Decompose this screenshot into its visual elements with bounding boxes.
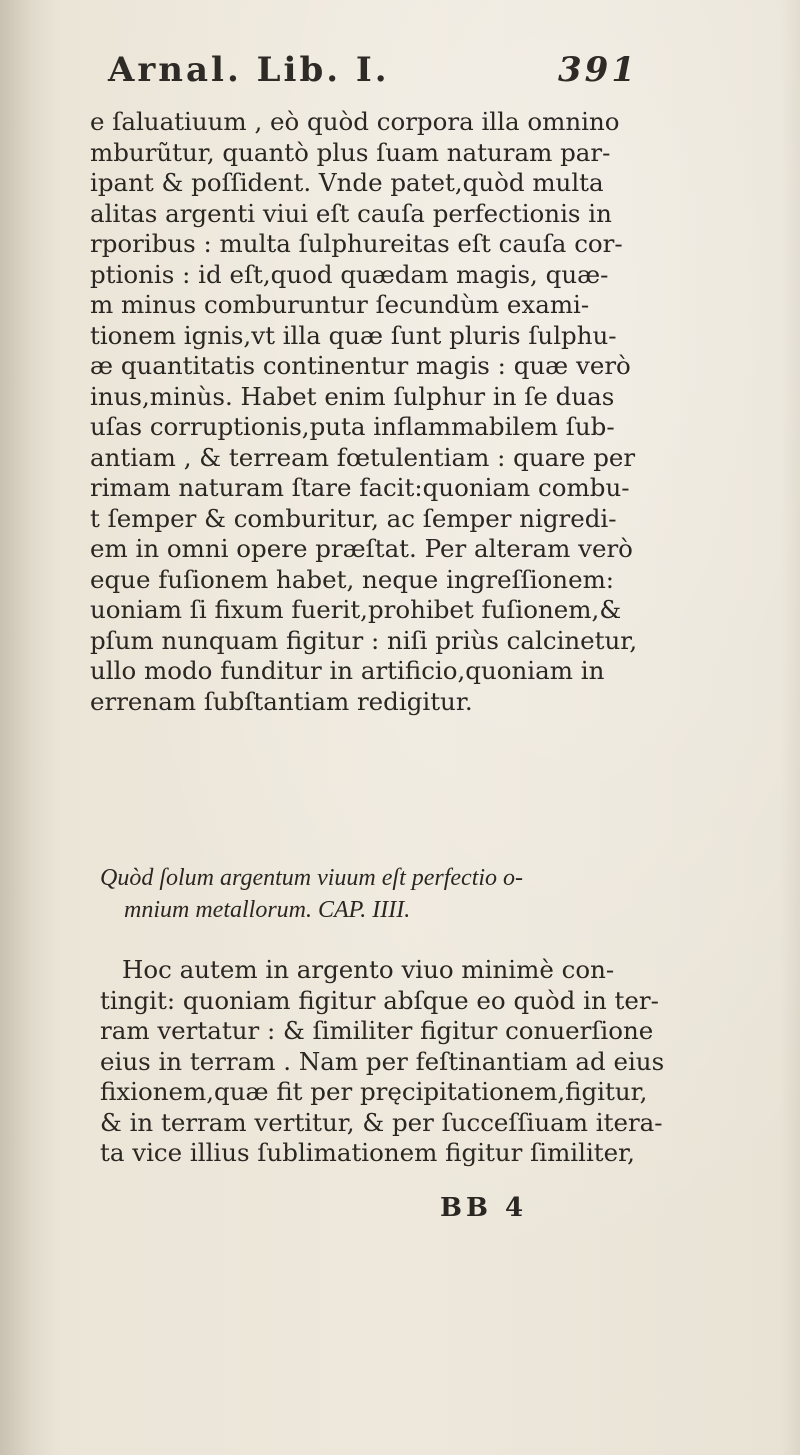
- signature-mark: BB 4: [440, 1193, 528, 1223]
- text-line: em in omni opere præſtat. Per alteram verò: [90, 534, 633, 563]
- text-line: [90, 748, 650, 779]
- main-text-block: [90, 107, 650, 839]
- chapter-heading-line: Quòd ſolum argentum viuum eſt perfectio o-: [100, 865, 524, 891]
- text-line: ptionis : id eſt,quod quædam magis, quæ-: [90, 259, 609, 289]
- running-title: Arnal. Lib. I.: [108, 50, 390, 90]
- text-line: & in terram vertitur, & per ſucceſſiuam itera-: [100, 1107, 663, 1137]
- text-line: rimam naturam ſtare facit:quoniam combu-: [90, 473, 630, 502]
- text-line: mburũtur, quantò plus ſuam naturam par-: [90, 137, 611, 167]
- text-line: rporibus : multa ſulphureitas eſt cauſa cor-: [90, 229, 623, 258]
- text-line: t ſemper & comburitur, ac ſemper nigredi-: [90, 503, 617, 533]
- chapter-text-block: [100, 955, 665, 1199]
- text-line: eque fuſionem habet, neque ingreſſionem:: [90, 564, 615, 594]
- gutter-shadow: [0, 0, 60, 1455]
- text-line: æ quantitatis continentur magis : quæ verò: [90, 351, 631, 380]
- text-line: ipant & poſſident. Vnde patet,quòd multa: [90, 168, 604, 197]
- text-line: ram vertatur : & ſimiliter figitur conuerſione: [100, 1016, 654, 1045]
- text-line: fixionem,quæ fit per pręcipitationem,figitur,: [100, 1077, 648, 1106]
- text-line: [90, 778, 650, 809]
- running-header: [108, 50, 638, 100]
- text-line: uſas corruptionis,puta inflammabilem ſub-: [90, 412, 615, 441]
- page-number: 391: [558, 50, 638, 90]
- text-line: [90, 717, 650, 748]
- text-line: antiam , & terream fœtulentiam : quare per: [90, 442, 636, 472]
- text-line: ta vice illius ſublimationem figitur ſimiliter,: [100, 1138, 635, 1167]
- text-line: pſum nunquam figitur : niſi priùs calcinetur,: [90, 625, 638, 655]
- text-line: tionem ignis,vt illa quæ ſunt pluris ſulphu-: [90, 320, 617, 350]
- text-line: errenam ſubſtantiam redigitur.: [90, 686, 473, 716]
- text-line: uoniam ſi fixum fuerit,prohibet fuſionem,&: [90, 595, 622, 624]
- chapter-heading: [100, 862, 630, 926]
- text-line: [90, 809, 650, 840]
- chapter-heading-line: mnium metallorum. CAP. IIII.: [124, 897, 411, 923]
- text-line: e ſaluatiuum , eò quòd corpora illa omnino: [90, 107, 620, 136]
- text-line: inus,minùs. Habet enim ſulphur in ſe duas: [90, 381, 615, 411]
- text-line: m minus comburuntur ſecundùm exami-: [90, 290, 590, 319]
- text-line: eius in terram . Nam per feſtinantiam ad eius: [100, 1046, 665, 1076]
- text-line: ullo modo funditur in artificio,quoniam in: [90, 656, 605, 685]
- text-line: tingit: quoniam figitur abſque eo quòd in ter-: [100, 985, 659, 1015]
- text-line: Hoc autem in argento viuo minimè con-: [122, 955, 615, 984]
- text-line: alitas argenti viui eſt cauſa perfectionis in: [90, 198, 612, 228]
